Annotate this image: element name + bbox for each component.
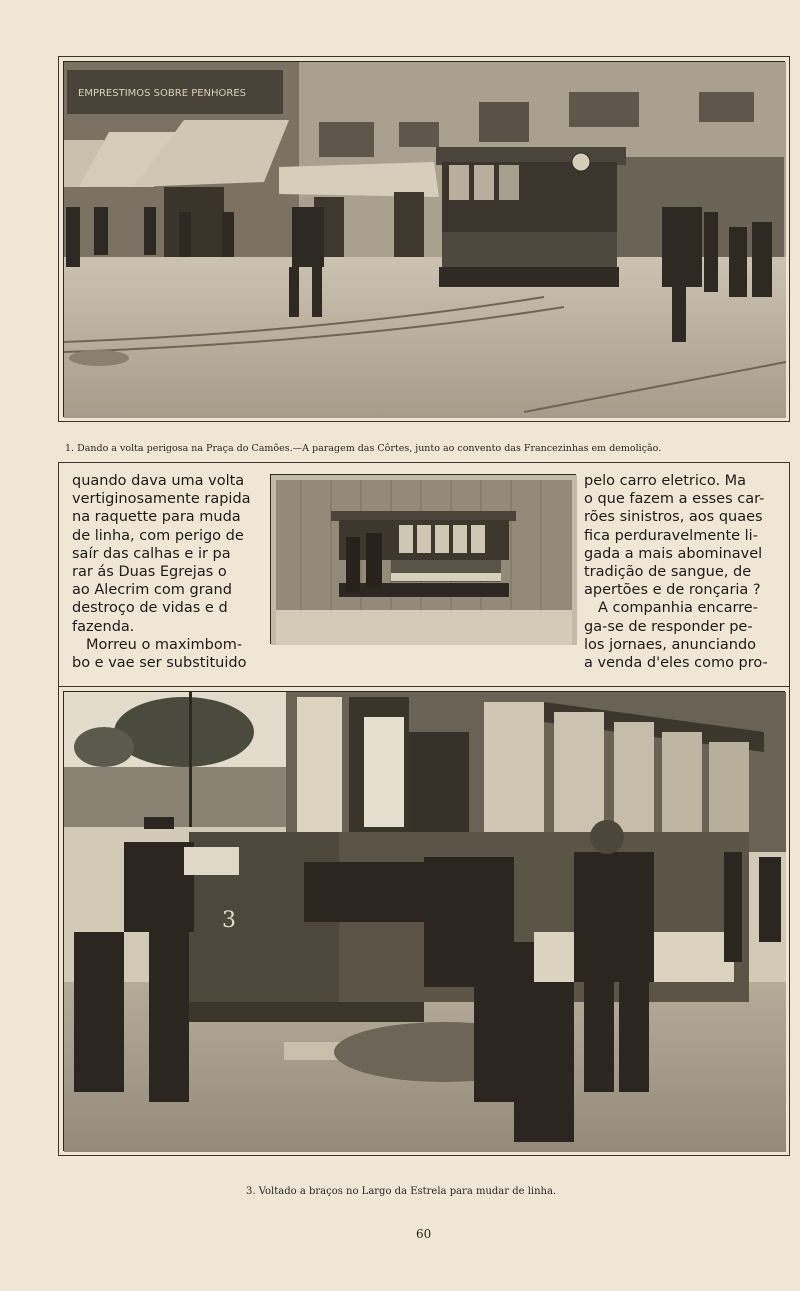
text-line: bo e vae ser substituido — [72, 655, 247, 672]
text-line: Morreu o maximbom- — [86, 636, 243, 653]
text-line: fazenda. — [72, 618, 135, 635]
text-line: vertiginosamente rapida — [72, 491, 251, 508]
text-line: a venda d'eles como pro- — [584, 655, 768, 672]
shop-sign: EMPRESTIMOS SOBRE PENHORES — [78, 88, 247, 99]
text-line: fica perduravelmente li- — [584, 527, 758, 544]
bottom-photo — [63, 691, 785, 1151]
text-line: ao Alecrim com grand — [72, 582, 232, 599]
text-line: tradição de sangue, de — [584, 564, 752, 581]
text-line: destroço de vidas e d — [72, 600, 228, 617]
tram-at-wall-photo — [271, 475, 577, 645]
text-line: ga-se de responder pe- — [584, 618, 753, 635]
text-line: los jornaes, anunciando — [584, 636, 757, 653]
text-column-left — [72, 472, 262, 672]
text-line: rões sinistros, aos quaes — [584, 509, 763, 526]
text-line: apertões e de ronçaria ? — [584, 582, 761, 599]
page-number: 60 — [416, 1227, 432, 1241]
men-pushing-tram-photo — [64, 692, 786, 1152]
text-line: A companhia encarre- — [598, 600, 758, 617]
text-line: saír das calhas e ir pa — [72, 545, 231, 562]
middle-photo — [270, 474, 576, 644]
tram — [436, 147, 626, 287]
text-column-right — [584, 472, 780, 672]
text-line: rar ás Duas Egrejas o — [72, 564, 227, 581]
text-line: pelo carro eletrico. Ma — [584, 473, 747, 489]
text-line: o que fazem a esses car- — [584, 491, 765, 508]
top-photo — [63, 61, 785, 417]
street-tram-photo — [64, 62, 786, 418]
bottom-caption: 3. Voltado a braços no Largo da Estrela para mudar de linha. — [246, 1186, 557, 1197]
top-caption: 1. Dando a volta perigosa na Praça do Camões.—A paragem das Côrtes, junto ao convento das Francezinhas em demolição. — [65, 443, 662, 454]
text-line: gada a mais abominavel — [584, 545, 763, 562]
text-line: quando dava uma volta — [72, 473, 245, 489]
text-line: de linha, com perigo de — [72, 527, 244, 544]
tram-number: 3 — [222, 908, 236, 933]
text-line: na raquette para muda — [72, 509, 241, 526]
